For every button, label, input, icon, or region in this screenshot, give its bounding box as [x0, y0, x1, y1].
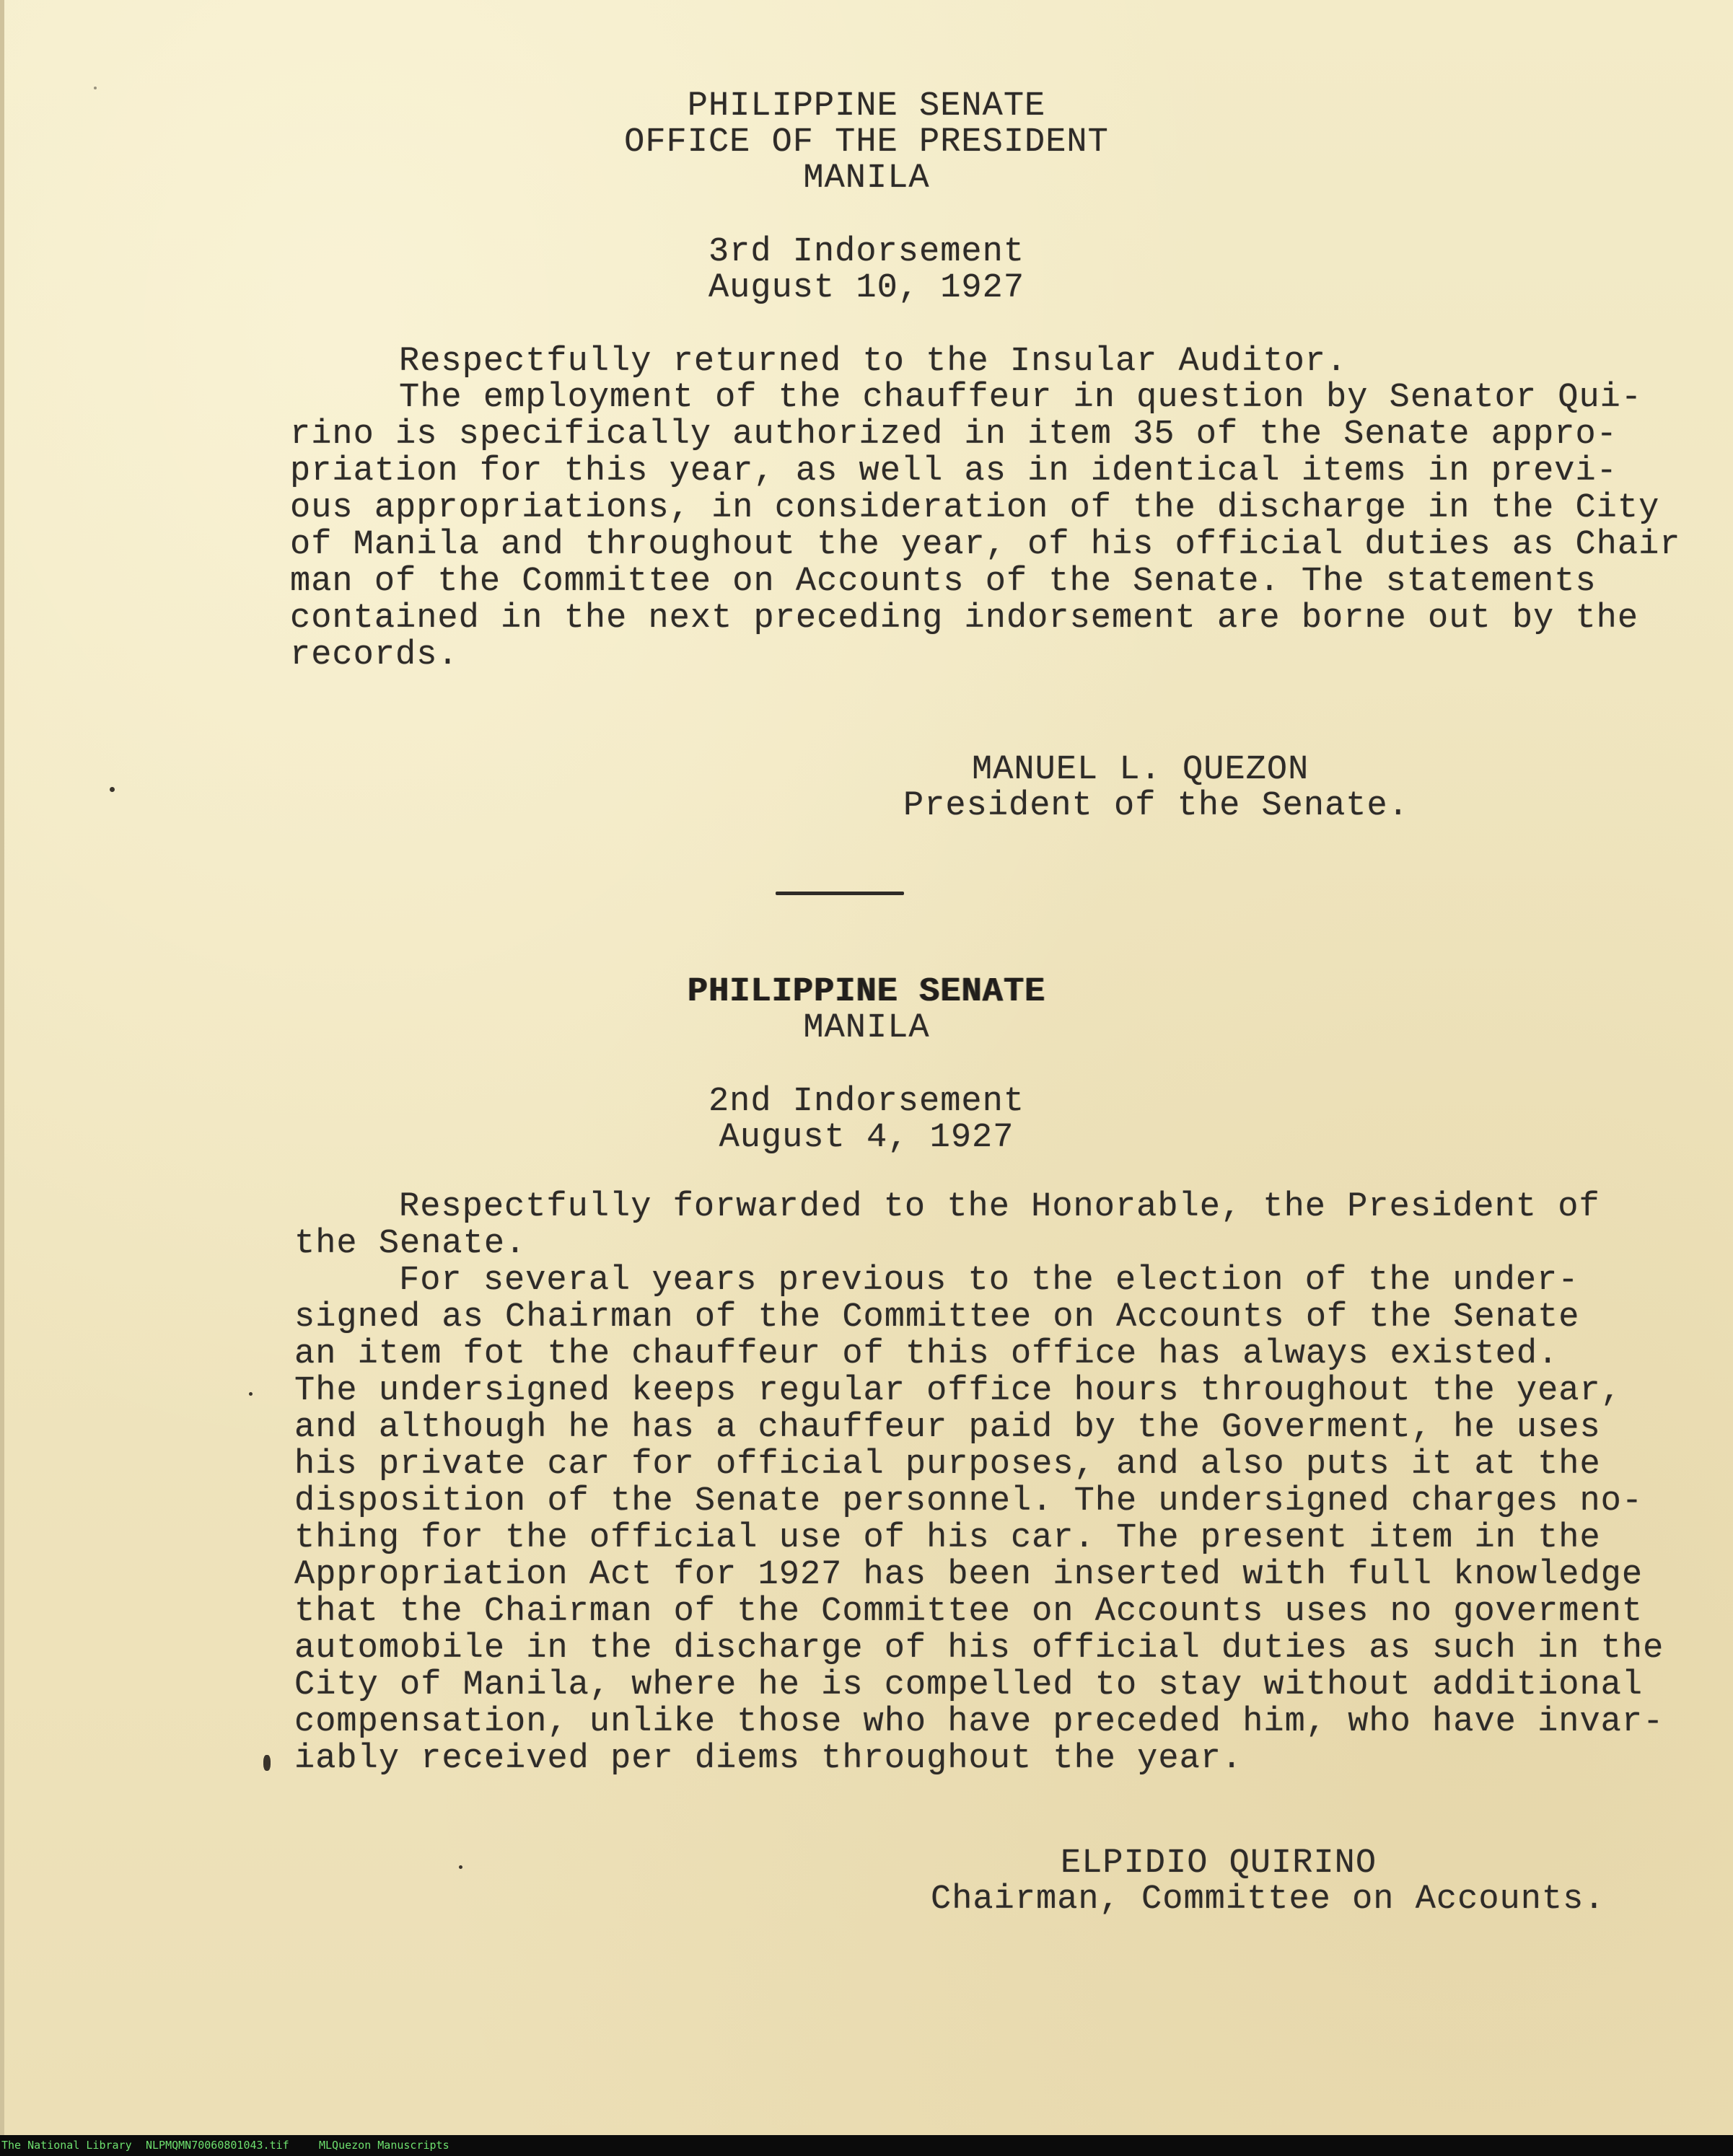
body-line: priation for this year, as well as in identical items in previ-	[290, 452, 1618, 490]
signatory-name: MANUEL L. QUEZON	[972, 751, 1309, 789]
footer-collection: MLQuezon Manuscripts	[319, 2139, 449, 2152]
ink-speck	[249, 1392, 253, 1396]
signatory-name: ELPIDIO QUIRINO	[1061, 1844, 1377, 1883]
ink-speck	[110, 787, 115, 792]
ink-speck	[459, 1865, 462, 1869]
footer-library: The National Library	[1, 2139, 132, 2152]
letterhead-line: MANILA	[803, 159, 930, 198]
indorsement-date: August 4, 1927	[719, 1119, 1014, 1157]
letterhead-line: PHILIPPINE SENATE	[687, 87, 1046, 126]
body-line: and although he has a chauffeur paid by the Goverment, he uses	[294, 1409, 1601, 1447]
body-line: iably received per diems throughout the year.	[294, 1740, 1243, 1778]
body-line: an item fot the chauffeur of this office has always existed.	[294, 1335, 1559, 1373]
scan-edge	[0, 0, 4, 2135]
body-line: disposition of the Senate personnel. The undersigned charges no-	[294, 1482, 1644, 1521]
signatory-title: President of the Senate.	[903, 787, 1409, 825]
body-line: For several years previous to the election of the under-	[399, 1262, 1579, 1300]
body-line: signed as Chairman of the Committee on Accounts of the Senate	[294, 1298, 1580, 1337]
letterhead-line: OFFICE OF THE PRESIDENT	[624, 123, 1109, 162]
body-line: Appropriation Act for 1927 has been inserted with full knowledge	[294, 1556, 1644, 1594]
body-line: records.	[290, 636, 459, 674]
body-line: of Manila and throughout the year, of his official duties as Chair	[290, 526, 1681, 564]
letterhead-line: PHILIPPINE SENATE	[687, 973, 1046, 1011]
body-line: man of the Committee on Accounts of the Senate. The statements	[290, 563, 1597, 601]
body-line: the Senate.	[294, 1225, 527, 1263]
body-line: Respectfully returned to the Insular Auditor.	[399, 343, 1348, 381]
scan-footer-bar	[0, 2135, 1733, 2156]
body-line: The undersigned keeps regular office hours throughout the year,	[294, 1372, 1622, 1410]
body-line: his private car for official purposes, and also puts it at the	[294, 1446, 1601, 1484]
body-line: thing for the official use of his car. The present item in the	[294, 1519, 1601, 1557]
body-line: The employment of the chauffeur in question by Senator Qui-	[399, 379, 1643, 417]
indorsement-title: 2nd Indorsement	[708, 1083, 1025, 1121]
body-line: Respectfully forwarded to the Honorable, the President of	[399, 1188, 1600, 1226]
footer-file-id: NLPMQMN70060801043.tif	[146, 2139, 289, 2152]
body-line: City of Manila, where he is compelled to stay without additional	[294, 1666, 1644, 1704]
body-line: ous appropriations, in consideration of the discharge in the City	[290, 489, 1660, 527]
body-line: rino is specifically authorized in item 35 of the Senate appro-	[290, 415, 1618, 454]
ink-speck	[263, 1755, 271, 1771]
letterhead-line: MANILA	[803, 1009, 930, 1047]
indorsement-title: 3rd Indorsement	[708, 233, 1025, 271]
section-divider	[776, 892, 904, 895]
indorsement-date: August 10, 1927	[708, 269, 1025, 307]
body-line: automobile in the discharge of his official duties as such in the	[294, 1629, 1664, 1668]
body-line: contained in the next preceding indorsement are borne out by the	[290, 599, 1639, 638]
body-line: that the Chairman of the Committee on Accounts uses no goverment	[294, 1593, 1644, 1631]
body-line: compensation, unlike those who have preceded him, who have invar-	[294, 1703, 1664, 1741]
signatory-title: Chairman, Committee on Accounts.	[931, 1880, 1605, 1919]
